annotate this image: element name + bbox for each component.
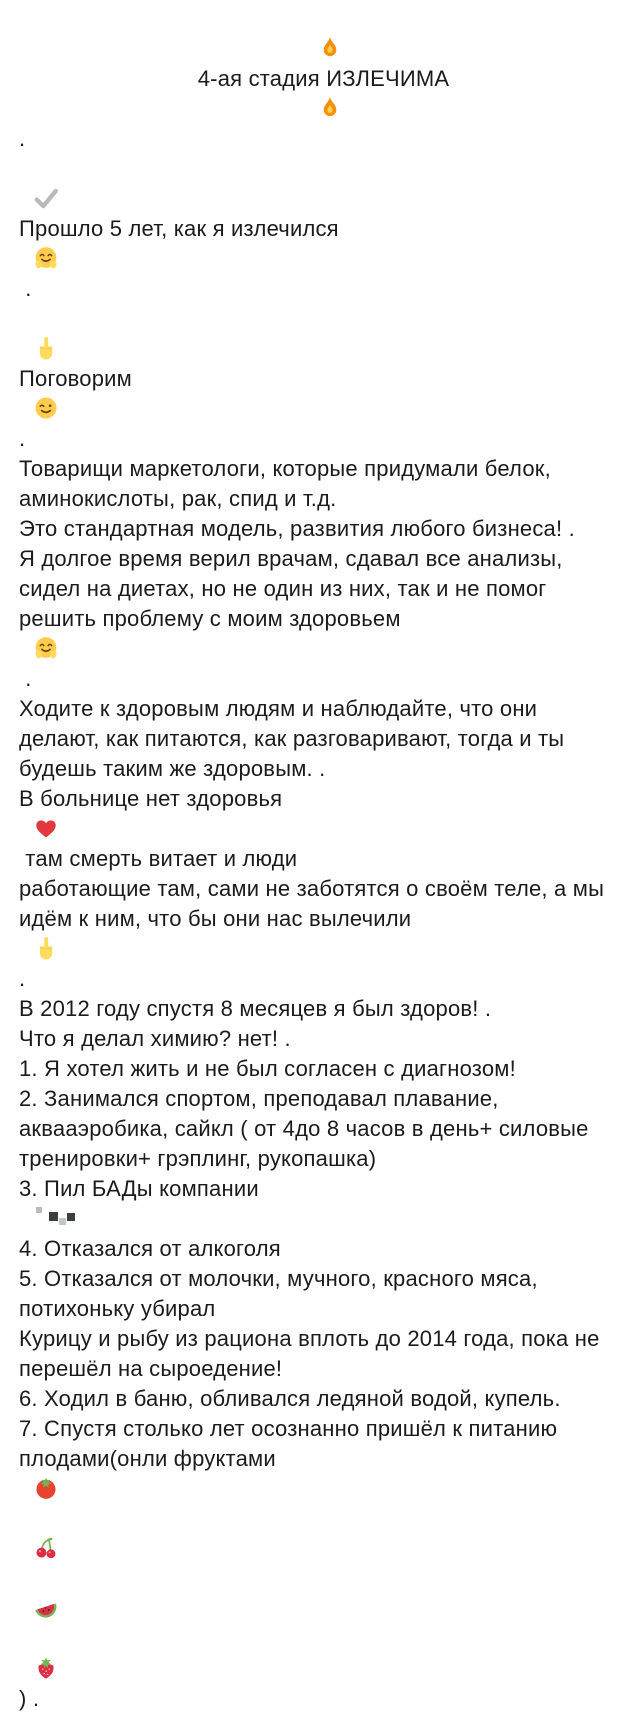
post-line <box>19 544 628 574</box>
post-text: тренировки+ грэплинг, рукопашка) <box>19 1146 377 1171</box>
hugging-face-icon <box>33 635 59 661</box>
red-heart-icon <box>33 815 59 841</box>
post-line <box>19 514 628 544</box>
censored-company-name <box>36 1204 75 1234</box>
post-line <box>19 694 628 724</box>
post-line <box>19 1054 628 1084</box>
post-text: перешёл на сыроедение! <box>19 1356 283 1381</box>
post-text: 6. Ходил в баню, обливался ледяной водой, купель. <box>19 1386 561 1411</box>
index-pointing-up-icon <box>33 935 59 961</box>
post-text: В больнице нет здоровья <box>19 786 283 811</box>
post-text: там смерть витает и люди <box>19 846 298 871</box>
post-text: 7. Спустя столько лет осознанно пришёл к питанию <box>19 1416 558 1441</box>
cherries-icon <box>33 1535 59 1561</box>
post-text: ) . <box>19 1686 40 1711</box>
post-text: работающие там, сами не заботятся о своём теле, а мы <box>19 876 605 901</box>
post-line <box>19 1024 628 1054</box>
post-text: Что я делал химию? нет! . <box>19 1026 291 1051</box>
post-text: 1. Я хотел жить и не был согласен с диагнозом! <box>19 1056 516 1081</box>
post-line <box>19 964 628 994</box>
post-line <box>19 154 628 304</box>
post-text: аминокислоты, рак, спид и т.д. <box>19 486 337 511</box>
post-line <box>19 1414 628 1444</box>
post-text: 3. Пил БАДы компании <box>19 1176 266 1201</box>
post-text: . <box>19 966 26 991</box>
post-text: Я долгое время верил врачам, сдавал все анализы, <box>19 546 563 571</box>
tomato-icon <box>33 1475 59 1501</box>
post-line <box>19 454 628 484</box>
fire-icon <box>317 35 343 61</box>
post-text: делают, как питаются, как разговаривают, тогда и ты <box>19 726 565 751</box>
post-line <box>19 1384 628 1414</box>
watermelon-icon <box>33 1595 59 1621</box>
post-line <box>19 1084 628 1114</box>
check-mark-icon <box>33 185 59 211</box>
post-line <box>19 1444 628 1714</box>
post-text: решить проблему с моим здоровьем <box>19 606 401 631</box>
post-line <box>19 124 628 154</box>
post-text: идём к ним, что бы они нас вылечили <box>19 906 418 931</box>
post-title <box>19 4 628 124</box>
post-line <box>19 1144 628 1174</box>
post-text: 5. Отказался от молочки, мучного, красного мяса, <box>19 1266 538 1291</box>
hugging-face-icon <box>33 245 59 271</box>
post-text: 4-ая стадия ИЗЛЕЧИМА <box>197 66 450 91</box>
post-text: Поговорим <box>19 366 132 391</box>
fire-icon <box>317 95 343 121</box>
post-line <box>19 1174 628 1234</box>
post-text: . <box>19 666 32 691</box>
post-text: Прошло 5 лет, как я излечился <box>19 216 339 241</box>
post-line <box>19 874 628 904</box>
post-line <box>19 1264 628 1294</box>
post-line <box>19 904 628 964</box>
post-line <box>19 1324 628 1354</box>
post-line <box>19 574 628 604</box>
post-text: Курицу и рыбу из рациона вплоть до 2014 года, пока не <box>19 1326 600 1351</box>
post-text: будешь таким же здоровым. . <box>19 756 326 781</box>
post-text: Ходите к здоровым людям и наблюдайте, что они <box>19 696 538 721</box>
post-line <box>19 304 628 424</box>
post-text: 4. Отказался от алкоголя <box>19 1236 281 1261</box>
post-text: . <box>19 126 26 151</box>
post-line <box>19 1294 628 1324</box>
post-line <box>19 754 628 784</box>
post-line <box>19 724 628 754</box>
post-text: потихоньку убирал <box>19 1296 216 1321</box>
post-text: аквааэробика, сайкл ( от 4до 8 часов в день+ силовые <box>19 1116 589 1141</box>
winking-face-icon <box>33 395 59 421</box>
strawberry-icon <box>33 1655 59 1681</box>
post-text: сидел на диетах, но не один из них, так и не помог <box>19 576 547 601</box>
post-line <box>19 994 628 1024</box>
post-line <box>19 424 628 454</box>
post-text: плодами(онли фруктами <box>19 1446 276 1471</box>
post-line <box>19 1354 628 1384</box>
index-pointing-up-icon <box>33 335 59 361</box>
post-line <box>19 1234 628 1264</box>
post-text: 2. Занимался спортом, преподавал плавание, <box>19 1086 499 1111</box>
post-line <box>19 784 628 874</box>
post-text: Это стандартная модель, развития любого бизнеса! . <box>19 516 575 541</box>
post-line <box>19 604 628 694</box>
post-text: . <box>19 276 32 301</box>
post-text: Товарищи маркетологи, которые придумали белок, <box>19 456 551 481</box>
post-text: В 2012 году спустя 8 месяцев я был здоров! . <box>19 996 492 1021</box>
post-line <box>19 484 628 514</box>
post-text: . <box>19 426 26 451</box>
post-line <box>19 1114 628 1144</box>
